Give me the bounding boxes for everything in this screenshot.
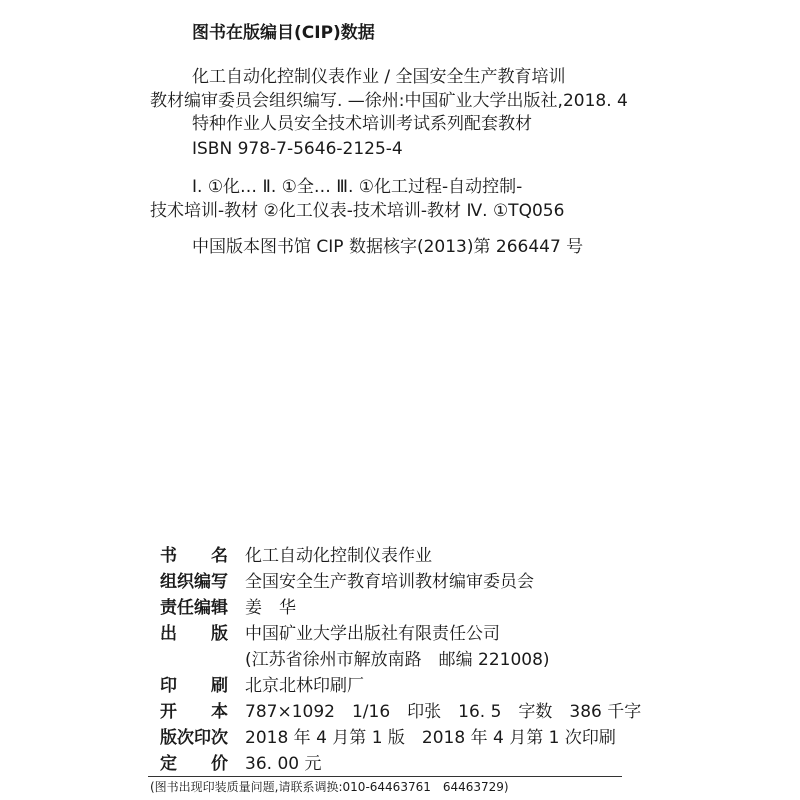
cip-line-3: 特种作业人员安全技术培训考试系列配套教材 bbox=[192, 114, 532, 134]
colophon-label-editor: 责任编辑 bbox=[160, 598, 228, 618]
colophon-label-edition: 版次印次 bbox=[160, 728, 228, 748]
cip-classification-1: Ⅰ. ①化… Ⅱ. ①全… Ⅲ. ①化工过程-自动控制- bbox=[192, 177, 523, 197]
cip-line-1: 化工自动化控制仪表作业 / 全国安全生产教育培训 bbox=[192, 67, 566, 87]
colophon-label-compiler: 组织编写 bbox=[160, 572, 228, 592]
colophon-label-format: 开 本 bbox=[160, 702, 228, 722]
cip-classification-2: 技术培训-教材 ②化工仪表-技术培训-教材 Ⅳ. ①TQ056 bbox=[150, 201, 565, 221]
colophon-quality-note: (图书出现印装质量问题,请联系调换:010-64463761 64463729) bbox=[150, 780, 509, 794]
colophon-value-editor: 姜 华 bbox=[245, 598, 296, 618]
cip-isbn: ISBN 978-7-5646-2125-4 bbox=[192, 139, 403, 159]
colophon-label-publisher: 出 版 bbox=[160, 624, 228, 644]
colophon-value-address: (江苏省徐州市解放南路 邮编 221008) bbox=[245, 650, 550, 670]
colophon-value-format: 787×1092 1/16 印张 16. 5 字数 386 千字 bbox=[245, 702, 642, 722]
colophon-value-printer: 北京北林印刷厂 bbox=[245, 676, 364, 696]
colophon-label-price: 定 价 bbox=[160, 754, 228, 774]
cip-record-number: 中国版本图书馆 CIP 数据核字(2013)第 266447 号 bbox=[192, 237, 584, 257]
colophon-label-printer: 印 刷 bbox=[160, 676, 228, 696]
cip-line-2: 教材编审委员会组织编写. —徐州:中国矿业大学出版社,2018. 4 bbox=[150, 91, 628, 111]
colophon-value-publisher: 中国矿业大学出版社有限责任公司 bbox=[245, 624, 500, 644]
colophon-value-edition: 2018 年 4 月第 1 版 2018 年 4 月第 1 次印刷 bbox=[245, 728, 616, 748]
colophon-value-title: 化工自动化控制仪表作业 bbox=[245, 546, 432, 566]
colophon-value-price: 36. 00 元 bbox=[245, 754, 322, 774]
colophon-value-compiler: 全国安全生产教育培训教材编审委员会 bbox=[245, 572, 534, 592]
cip-title: 图书在版编目(CIP)数据 bbox=[192, 23, 375, 43]
colophon-label-title: 书 名 bbox=[160, 546, 228, 566]
divider bbox=[148, 776, 622, 777]
